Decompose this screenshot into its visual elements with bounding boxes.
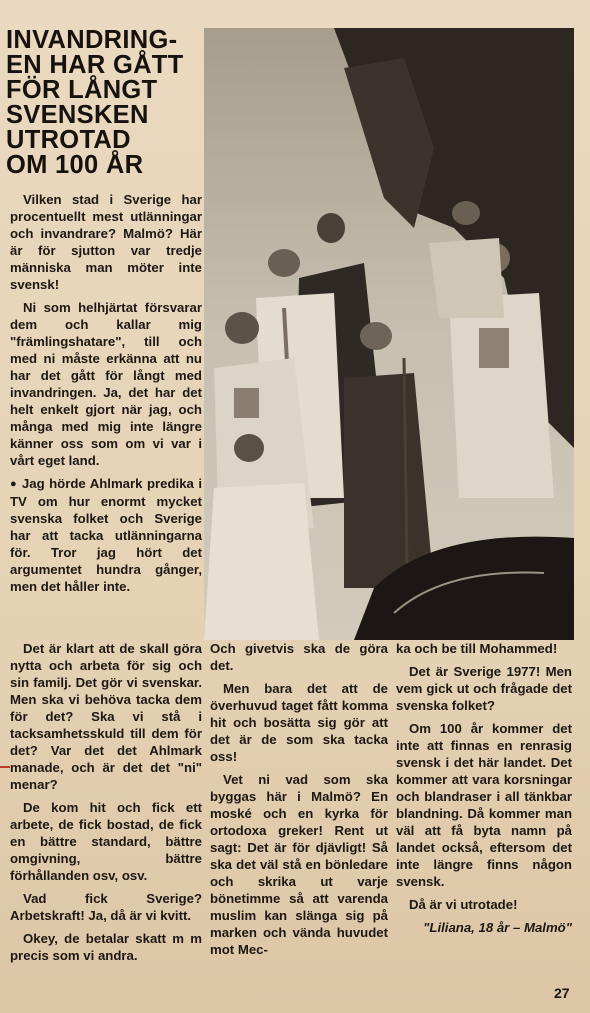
procession-photo xyxy=(204,28,574,640)
paragraph: Men bara det att de överhuvud taget fått komma hit och bosätta sig gör att det är de som ska tacka oss! xyxy=(210,681,388,764)
headline-line: UTROTAD xyxy=(6,126,131,154)
paragraph: Och givetvis ska de göra det. xyxy=(210,641,388,673)
paragraph: Det är Sverige 1977! Men vem gick ut och frågade det svenska folket? xyxy=(396,664,572,713)
paragraph: Det är klart att de skall göra nytta och arbeta för sig och sin familj. Det gör vi svenskar. Men ska vi behöva tacka dem för det? Ska vi stå i tacksamhetsskuld till dem för det? Var det det Ahlmark manade, och är det det "ni" menar? xyxy=(10,641,202,792)
bullet-icon: ● xyxy=(10,478,18,490)
text-column-left-top xyxy=(10,191,202,601)
page-number: 27 xyxy=(554,985,570,1001)
paragraph: ka och be till Mohammed! xyxy=(396,641,558,656)
headline-line: FÖR LÅNGT xyxy=(6,76,158,104)
photo-image xyxy=(204,28,574,640)
text-column-middle xyxy=(210,640,388,964)
text-column-right xyxy=(396,640,572,942)
paragraph: Vet ni vad som ska byggas här i Malmö? En moské och en kyrka för ortodoxa greker! Rent ut sagt: Det är för djävligt! Så ska det väl stå en bönledare och skrika ut varje bönetimme så att varenda muslim kan slänga sig på marken och vända huvudet mot Mec- xyxy=(210,772,388,957)
signature: "Liliana, 18 år – Malmö" xyxy=(423,920,572,935)
text-column-left-bottom xyxy=(10,640,202,970)
paragraph: Vad fick Sverige? Arbetskraft! Ja, då är vi kvitt. xyxy=(10,891,202,923)
paragraph-text: Jag hörde Ahlmark predika i TV om hur enormt mycket svenska folket och Sverige har att tacka utlänningarna för. Tror jag hört det argumentet hundra gånger, men det håller inte. xyxy=(10,476,202,594)
headline xyxy=(6,28,202,178)
paragraph: Om 100 år kommer det inte att finnas en renrasig svensk i det här landet. Det kommer att vara korsningar och blandraser i all tänkbar blandning. Då kommer man väl att få byta namn på landet också, eftersom det inte längre finns någon svensk. xyxy=(396,721,572,889)
headline-line: EN HAR GÅTT xyxy=(6,51,184,79)
headline-line: INVANDRING- xyxy=(6,26,178,54)
paragraph: Ni som helhjärtat försvarar dem och kallar mig "främlingshatare", till och med ni måste erkänna att nu har det gått för långt med invandringen. Ja, det har det helt enkelt gjort när jag, och många med mig inte längre känner oss som om vi var i vårt eget land. xyxy=(10,300,202,468)
headline-line: SVENSKEN xyxy=(6,101,149,129)
paragraph-with-bullet xyxy=(10,475,202,595)
paragraph: Vilken stad i Sverige har procentuellt mest utlänningar och invandrare? Malmö? Här är för sjutton var tredje människa man möter inte svensk! xyxy=(10,192,202,292)
paragraph: De kom hit och fick ett arbete, de fick bostad, de fick en bättre standard, bättre omgivning, bättre förhållanden osv, osv. xyxy=(10,800,202,883)
paragraph: Okey, de betalar skatt m m precis som vi andra. xyxy=(10,931,202,963)
paragraph: Då är vi utrotade! xyxy=(409,897,518,912)
red-margin-mark xyxy=(0,766,10,768)
headline-line: OM 100 ÅR xyxy=(6,151,144,179)
